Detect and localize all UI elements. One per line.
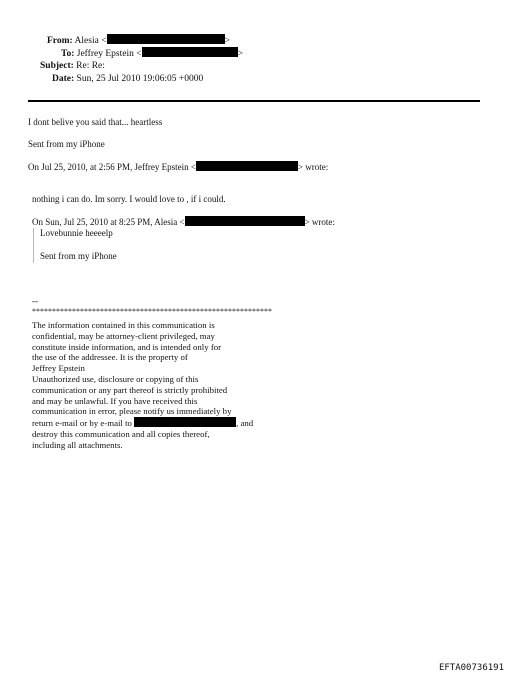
quoted-signature: Sent from my iPhone bbox=[40, 251, 117, 261]
disclaimer-line: constitute inside information, and is intended only for bbox=[32, 341, 222, 352]
message-signature: Sent from my iPhone bbox=[28, 139, 105, 149]
disclaimer-email-prefix: return e-mail or by e-mail to bbox=[32, 418, 132, 429]
bates-number: EFTA00736191 bbox=[438, 663, 504, 673]
disclaimer-line: confidential, may be attorney-client privileged, may bbox=[32, 330, 215, 341]
attribution-1-suffix: > wrote: bbox=[297, 162, 329, 172]
disclaimer-email-suffix: , and bbox=[236, 418, 254, 429]
subject-value: Re: Re: bbox=[76, 61, 105, 71]
disclaimer-line: and may be unlawful. If you have received this bbox=[32, 395, 198, 406]
subject-label: Subject: bbox=[40, 61, 74, 71]
from-row bbox=[47, 34, 230, 47]
redaction-bar bbox=[107, 34, 225, 44]
redaction-bar bbox=[185, 216, 305, 226]
from-value: Alesia < bbox=[74, 36, 107, 46]
disclaimer-email-line bbox=[32, 417, 253, 429]
attribution-2-suffix: > wrote: bbox=[304, 217, 335, 227]
redaction-bar bbox=[142, 47, 238, 57]
signature-stars: ************************************************************ bbox=[32, 307, 272, 316]
attribution-line-2 bbox=[32, 216, 335, 228]
date-row bbox=[52, 73, 203, 85]
redaction-bar bbox=[196, 161, 298, 171]
disclaimer-line: the use of the addressee. It is the property of bbox=[32, 352, 188, 363]
date-value: Sun, 25 Jul 2010 19:06:05 +0000 bbox=[76, 74, 204, 84]
from-label: From: bbox=[47, 36, 73, 46]
redaction-bar bbox=[134, 417, 236, 427]
disclaimer-line: The information contained in this communication is bbox=[32, 320, 215, 330]
quote-bar bbox=[33, 228, 34, 263]
disclaimer-line: communication in error, please notify us immediately by bbox=[32, 406, 232, 417]
message-line: I dont belive you said that... heartless bbox=[28, 117, 163, 127]
quoted-line: Lovebunnie heeeelp bbox=[40, 228, 113, 238]
subject-row bbox=[40, 60, 105, 72]
disclaimer-line: destroy this communication and all copies thereof, bbox=[32, 428, 210, 439]
disclaimer-block bbox=[32, 320, 253, 451]
to-label: To: bbox=[61, 49, 75, 59]
to-close: > bbox=[237, 49, 243, 59]
disclaimer-line: including all attachments. bbox=[32, 439, 123, 450]
date-label: Date: bbox=[52, 74, 75, 84]
reply-line: nothing i can do. Im sorry. I would love to , if i could. bbox=[32, 194, 226, 204]
disclaimer-line: Unauthorized use, disclosure or copying of this bbox=[32, 373, 199, 384]
disclaimer-line: communication or any part thereof is strictly prohibited bbox=[32, 384, 228, 395]
to-row bbox=[61, 47, 243, 60]
attribution-1-prefix: On Jul 25, 2010, at 2:56 PM, Jeffrey Epstein < bbox=[28, 162, 196, 172]
attribution-line-1 bbox=[28, 161, 328, 173]
header-divider bbox=[28, 100, 480, 102]
to-value: Jeffrey Epstein < bbox=[76, 49, 142, 59]
attribution-2-prefix: On Sun, Jul 25, 2010 at 8:25 PM, Alesia < bbox=[32, 217, 185, 227]
from-close: > bbox=[224, 36, 230, 46]
signature-dashes: -- bbox=[32, 296, 38, 306]
disclaimer-line: Jeffrey Epstein bbox=[32, 363, 85, 374]
